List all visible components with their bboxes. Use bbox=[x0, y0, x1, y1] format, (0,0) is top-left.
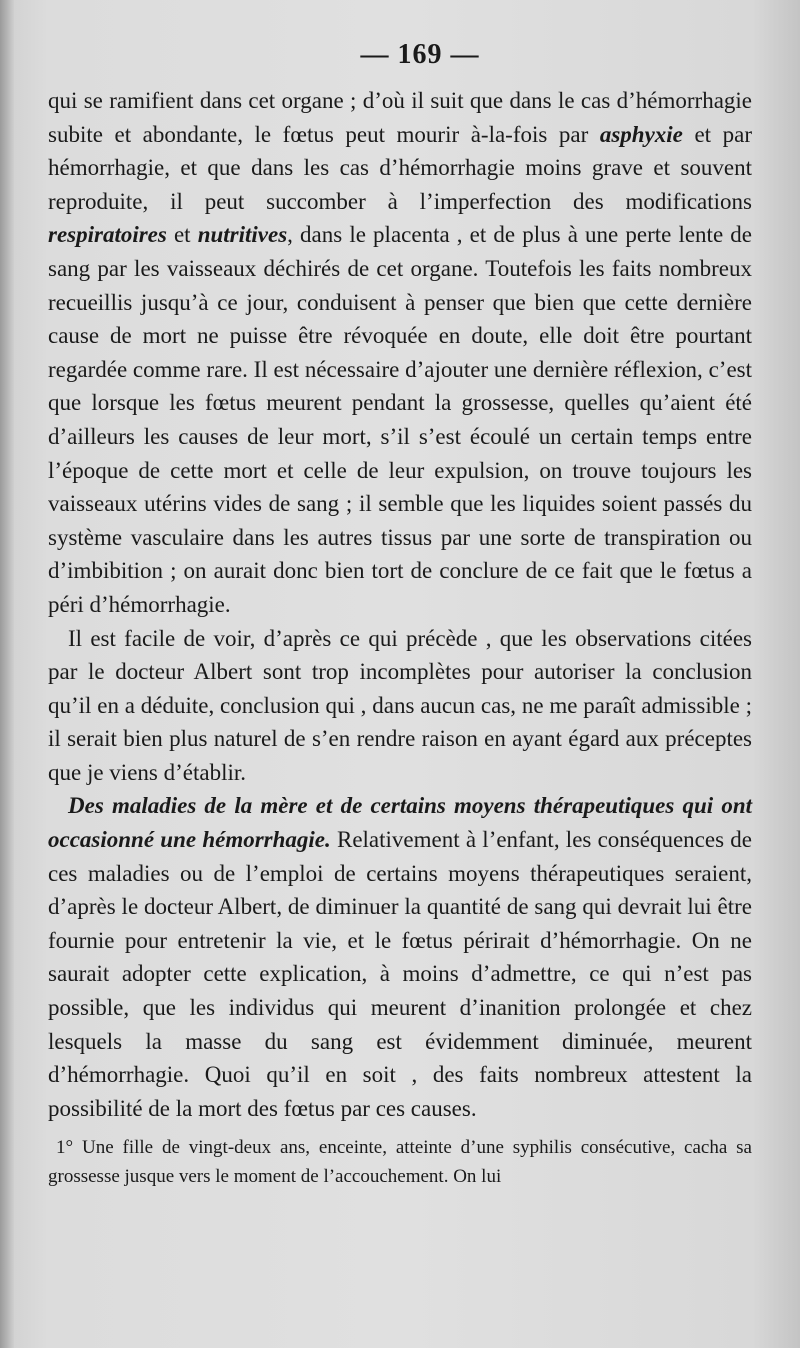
text-run: Relativement à l’enfant, les conséquences de ces maladies ou de l’emploi de certains moyens thérapeutiques seraient, d’après le docteur Albert, de diminuer la quantité de sang qui devrait lui être fournie pour entretenir la vie, et le fœtus périrait d’hémorrhagie. On ne saurait adopter cette explication, à moins d’admettre, ce qui n’est pas possible, que les individus qui meurent d’inanition prolongée et chez lesquels la masse du sang est évidemment diminuée, meurent d’hémorrhagie. Quoi qu’il en soit , des faits nombreux attestent la possibilité de la mort des fœtus par ces causes. bbox=[48, 827, 752, 1121]
paragraph bbox=[48, 84, 752, 622]
italic-phrase: Des maladies de la mère et de certains moyens thérapeutiques qui ont occasionné une hémorrhagie. bbox=[48, 793, 752, 853]
text-block bbox=[48, 40, 752, 1191]
paragraph bbox=[48, 789, 752, 1125]
page-binding-edge bbox=[0, 0, 14, 1348]
italic-phrase: respiratoires bbox=[48, 222, 167, 248]
text-run: qui se ramifient dans cet organe ; d’où il suit que dans le cas d’hémorrhagie subite et abondante, le fœtus peut mourir à-la-fois par bbox=[48, 88, 752, 147]
paragraph bbox=[48, 622, 752, 790]
text-run: , dans le placenta , et de plus à une perte lente de sang par les vaisseaux déchirés de cet organe. Toutefois les faits nombreux recueillis jusqu’à ce jour, conduisent à penser que bien que cette dernière cause de mort ne puisse être révoquée en doute, elle doit être pourtant regardée comme rare. Il est nécessaire d’ajouter une dernière réflexion, c’est que lorsque les fœtus meurent pendant la grossesse, quelles qu’aient été d’ailleurs les causes de leur mort, s’il s’est écoulé un certain temps entre l’époque de cette mort et celle de leur expulsion, on trouve toujours les vaisseaux utérins vides de sang ; il semble que les liquides soient passés du système vasculaire dans les autres tissus par une sorte de transpiration ou d’imbibition ; on aurait donc bien tort de conclure de ce fait que le fœtus a péri d’hémorrhagie. bbox=[48, 222, 752, 617]
body-text bbox=[48, 84, 752, 1125]
text-run: Il est facile de voir, d’après ce qui précède , que les observations citées par le docteur Albert sont trop incomplètes pour autoriser la conclusion qu’il en a déduite, conclusion qui , dans aucun cas, ne me paraît admissible ; il serait bien plus naturel de s’en rendre raison en ayant égard aux préceptes que je viens d’établir. bbox=[48, 625, 752, 785]
footnote: 1° Une fille de vingt-deux ans, enceinte, atteinte d’une syphilis consécutive, cacha sa grossesse jusque vers le moment de l’accouchement. On lui bbox=[48, 1137, 752, 1188]
text-run: et par hémorrhagie, et que dans les cas d’hémorrhagie moins grave et souvent reproduite, il peut succomber à l’imperfection des modifications bbox=[48, 121, 753, 214]
italic-phrase: asphyxie bbox=[599, 121, 683, 147]
page-number: — 169 — bbox=[360, 39, 480, 70]
italic-phrase: nutritives bbox=[197, 222, 288, 248]
text-run: et bbox=[166, 222, 198, 248]
